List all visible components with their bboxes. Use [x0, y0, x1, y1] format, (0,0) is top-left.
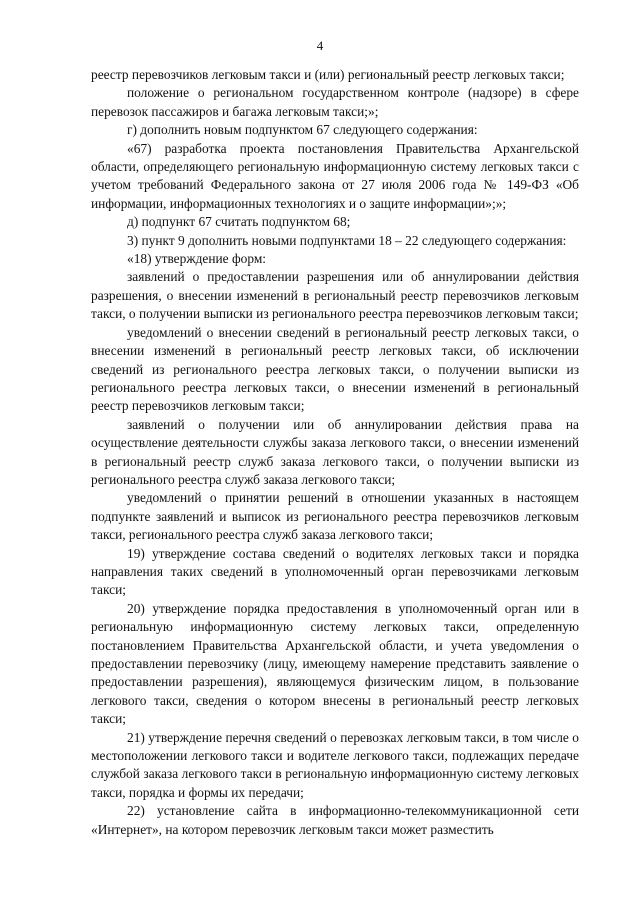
- paragraph: уведомлений о принятии решений в отношении указанных в настоящем подпункте заявлений и выписок из регионального реестра перевозчиков легковым такси, регионального реестра служб заказа легкового такси;: [91, 490, 579, 543]
- paragraph: положение о региональном государственном контроле (надзоре) в сфере перевозок пассажиров и багажа легковым такси;»;: [91, 85, 579, 119]
- document-body: [91, 66, 579, 839]
- paragraph: 19) утверждение состава сведений о водителях легковых такси и порядка направления таких сведений в уполномоченный орган перевозчиками легковым такси;: [91, 545, 579, 598]
- paragraph: 22) установление сайта в информационно-телекоммуникационной сети «Интернет», на котором перевозчик легковым такси может разместить: [91, 803, 579, 837]
- paragraph: «18) утверждение форм:: [127, 251, 267, 267]
- paragraph: 3) пункт 9 дополнить новыми подпунктами 18 – 22 следующего содержания:: [127, 232, 567, 248]
- page-number: 4: [316, 38, 324, 53]
- paragraph: г) дополнить новым подпунктом 67 следующего содержания:: [127, 122, 478, 138]
- paragraph: реестр перевозчиков легковым такси и (или) региональный реестр легковых такси;: [91, 67, 565, 82]
- paragraph: «67) разработка проекта постановления Правительства Архангельской области, определяющего региональную информационную систему легковых такси с учетом требований Федерального закона от 27 июля 2006 года № 149-ФЗ «Об информации, информационных технологиях и о защите информации»;»;: [91, 140, 579, 211]
- paragraph: д) подпункт 67 считать подпунктом 68;: [127, 214, 351, 230]
- paragraph: 20) утверждение порядка предоставления в уполномоченный орган или в региональную информационную систему легковых такси, определенную постановлением Правительства Архангельской области, и учета уведомления о предоставлении перевозчику (лицу, имеющему намерение представить заявление о предоставлении разрешения), являющемуся физическим лицом, в пользование легкового такси, сведения о котором внесены в региональный реестр легковых такси;: [91, 600, 579, 727]
- paragraph: заявлений о получении или об аннулировании действия права на осуществление деятельности службы заказа легкового такси, о внесении изменений в региональный реестр служб заказа легкового такси, о получении выписки из регионального реестра служб заказа легкового такси;: [91, 416, 579, 487]
- paragraph: 21) утверждение перечня сведений о перевозках легковым такси, в том числе о местоположении легкового такси и водителе легкового такси, подлежащих передаче службой заказа легкового такси в региональную информационную систему легковых такси, порядка и формы их передачи;: [91, 729, 579, 800]
- paragraph: заявлений о предоставлении разрешения или об аннулировании действия разрешения, о внесении изменений в региональный реестр перевозчиков легковым такси, о получении выписки из регионального реестра перевозчиков легковым такси;: [91, 269, 579, 322]
- paragraph: уведомлений о внесении сведений в региональный реестр легковых такси, о внесении изменений в региональный реестр легковых такси, об исключении сведений из регионального реестра легковых такси, о получении выписки из регионального реестра легковых такси, о внесении изменений в региональный реестр перевозчиков легковым такси;: [91, 324, 579, 414]
